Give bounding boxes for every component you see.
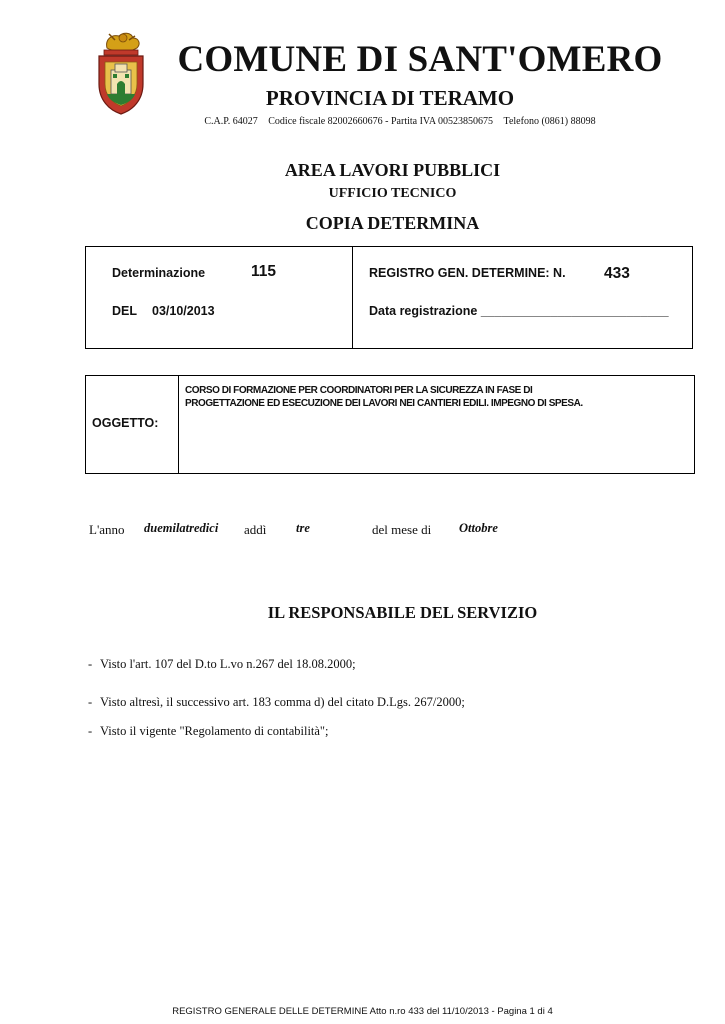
date-label: DEL: [112, 304, 137, 318]
list-item: - Visto altresì, il successivo art. 183 comma d) del citato D.Lgs. 267/2000;: [88, 695, 465, 709]
registration-date-label: Data registrazione ___________________________: [369, 304, 669, 318]
coat-of-arms-icon: [93, 30, 149, 116]
contact-line: [150, 116, 650, 127]
box-divider: [352, 246, 353, 349]
municipality-title: COMUNE DI SANT'OMERO: [177, 39, 663, 80]
day-value: tre: [296, 521, 310, 535]
list-item: - Visto il vigente "Regolamento di contabilità";: [88, 724, 329, 738]
determination-box: [85, 246, 693, 349]
section-heading: IL RESPONSABILE DEL SERVIZIO: [267, 603, 538, 622]
determination-date: 03/10/2013: [152, 304, 215, 318]
determination-number: 115: [251, 263, 277, 280]
year-label: L'anno: [89, 522, 125, 537]
subject-label: OGGETTO:: [92, 416, 159, 430]
subject-line-2: PROGETTAZIONE ED ESECUZIONE DEI LAVORI NEI CANTIERI EDILI. IMPEGNO DI SPESA.: [185, 398, 583, 409]
phone-number: Telefono (0861) 88098: [503, 116, 596, 127]
register-label: REGISTRO GEN. DETERMINE: N.: [369, 266, 566, 280]
subject-divider: [178, 375, 179, 474]
list-item: - Visto l'art. 107 del D.to L.vo n.267 del 18.08.2000;: [88, 657, 356, 671]
document-type: COPIA DETERMINA: [305, 213, 480, 233]
fiscal-code: Codice fiscale 82002660676 - Partita IVA 00523850675: [268, 116, 494, 127]
year-value: duemilatredici: [144, 521, 219, 535]
subject-line-1: CORSO DI FORMAZIONE PER COORDINATORI PER LA SICUREZZA IN FASE DI: [185, 385, 533, 396]
page-footer: REGISTRO GENERALE DELLE DETERMINE Atto n.ro 433 del 11/10/2013 - Pagina 1 di 4: [172, 1006, 553, 1017]
determination-label: Determinazione: [112, 266, 206, 280]
province-title: PROVINCIA DI TERAMO: [265, 86, 515, 110]
office-title: UFFICIO TECNICO: [328, 186, 457, 201]
postal-code: C.A.P. 64027: [204, 116, 258, 127]
month-value: Ottobre: [459, 521, 498, 535]
area-title: AREA LAVORI PUBBLICI: [284, 160, 501, 180]
day-label: addì: [244, 522, 267, 537]
subject-text: [185, 384, 690, 410]
month-label: del mese di: [372, 522, 432, 537]
register-number: 433: [604, 265, 630, 282]
registration-date-blank: ___________________________: [480, 304, 669, 318]
